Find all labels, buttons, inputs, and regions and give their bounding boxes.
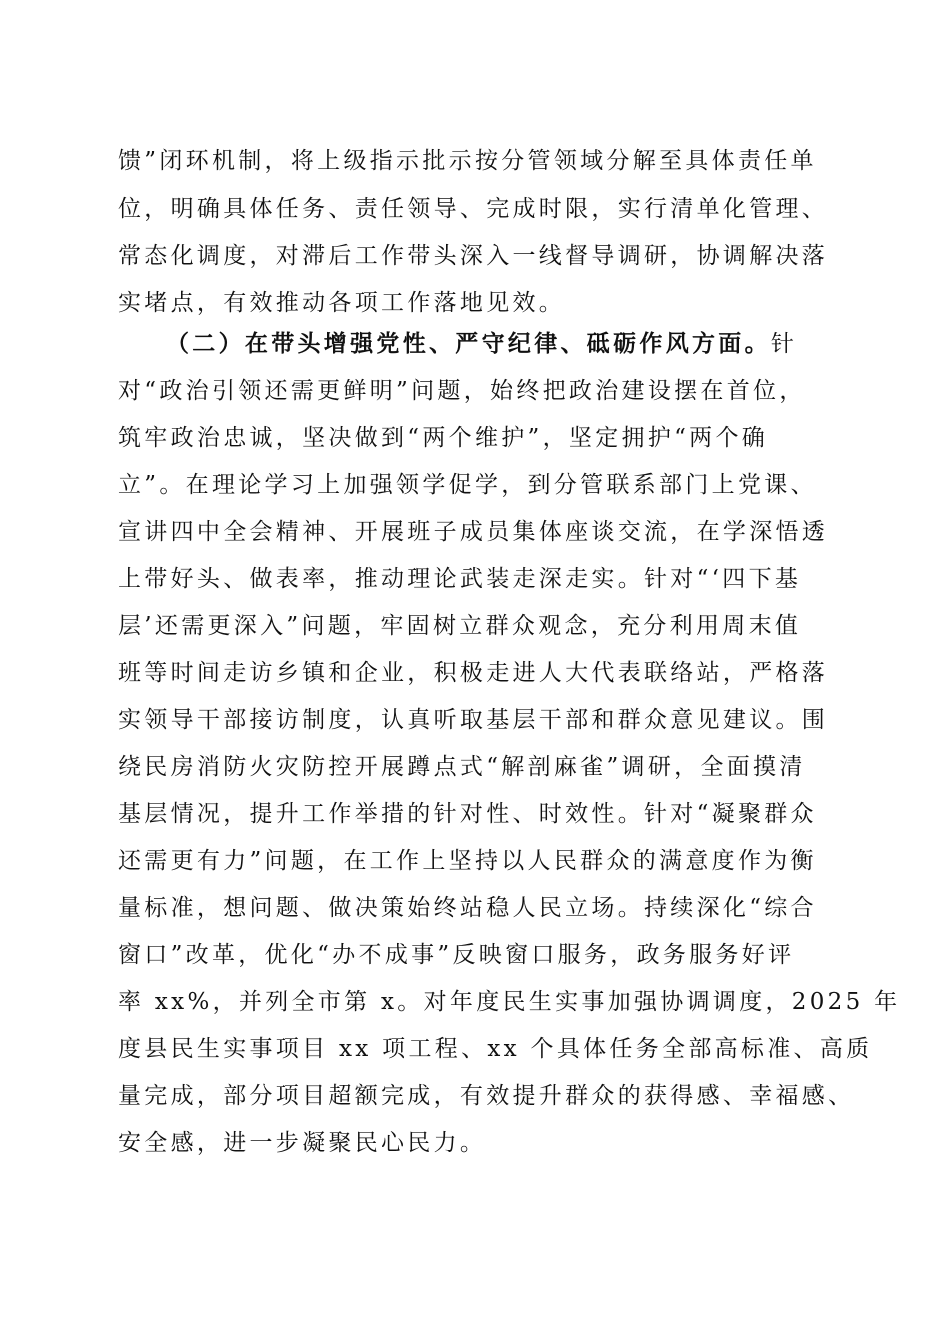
paragraph-2-line-4: 宣讲四中全会精神、开展班子成员集体座谈交流，在学深悟透 (118, 519, 829, 545)
paragraph-1-line-1: 馈”闭环机制，将上级指示批示按分管领域分解至具体责任单 (118, 148, 817, 174)
paragraph-2-line-5: 上带好头、做表率，推动理论武装走深走实。针对“‘四下基 (118, 566, 802, 592)
paragraph-2-line-14: 率 xx%，并列全市第 x。对年度民生实事加强协调调度，2025 年 (118, 989, 901, 1015)
paragraph-2-line-3: 立”。在理论学习上加强领学促学，到分管联系部门上党课、 (118, 472, 817, 498)
paragraph-2-line-7: 班等时间走访乡镇和企业，积极走进人大代表联络站，严格落 (118, 660, 829, 686)
paragraph-2-first-line (166, 329, 797, 359)
paragraph-2-line-13: 窗口”改革，优化“办不成事”反映窗口服务，政务服务好评 (118, 942, 795, 968)
paragraph-2-line-9: 绕民房消防火灾防控开展蹲点式“解剖麻雀”调研，全面摸清 (118, 754, 806, 780)
heading-trailing-text: 针 (770, 331, 798, 357)
paragraph-1-line-2: 位，明确具体任务、责任领导、完成时限，实行清单化管理、 (118, 196, 829, 222)
paragraph-2-line-10: 基层情况，提升工作举措的针对性、时效性。针对“凝聚群众 (118, 801, 817, 827)
paragraph-2-line-17: 安全感，进一步凝聚民心民力。 (118, 1130, 487, 1156)
paragraph-2-line-11: 还需更有力”问题，在工作上坚持以人民群众的满意度作为衡 (118, 848, 817, 874)
paragraph-2-line-6: 层’还需更深入”问题，牢固树立群众观念，充分利用周末值 (118, 613, 802, 639)
paragraph-2-line-12: 量标准，想问题、做决策始终站稳人民立场。持续深化“综合 (118, 895, 817, 921)
paragraph-2-line-15: 度县民生实事项目 xx 项工程、xx 个具体任务全部高标准、高质 (118, 1036, 873, 1062)
paragraph-2-line-8: 实领导干部接访制度，认真听取基层干部和群众意见建议。围 (118, 707, 829, 733)
paragraph-2-line-2: 筑牢政治忠诚，坚决做到“两个维护”，坚定拥护“两个确 (118, 425, 769, 451)
paragraph-1-line-4: 实堵点，有效推动各项工作落地见效。 (118, 290, 566, 316)
paragraph-2-line-1: 对“政治引领还需更鲜明”问题，始终把政治建设摆在首位， (118, 378, 806, 404)
paragraph-2-line-16: 量完成，部分项目超额完成，有效提升群众的获得感、幸福感、 (118, 1083, 855, 1109)
paragraph-1-line-3: 常态化调度，对滞后工作带头深入一线督导调研，协调解决落 (118, 243, 829, 269)
section-heading: （二）在带头增强党性、严守纪律、砥砺作风方面。 (166, 330, 771, 357)
